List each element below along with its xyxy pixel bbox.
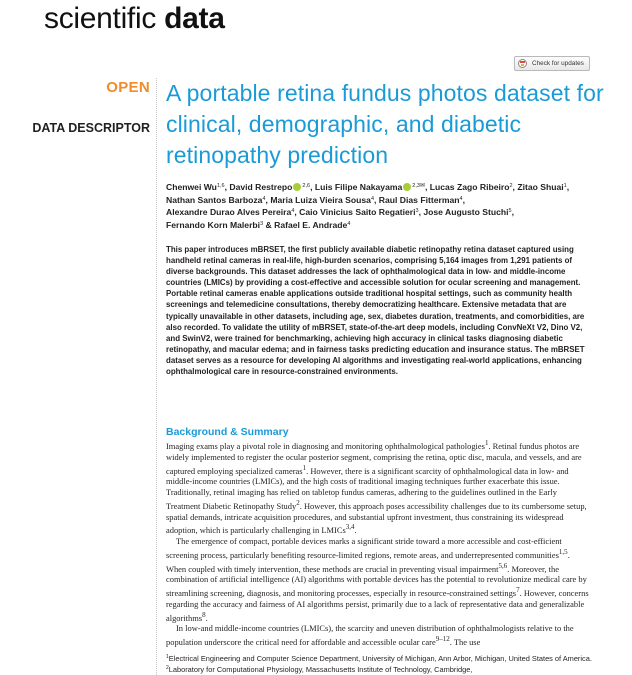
- open-access-label: OPEN: [106, 79, 150, 96]
- author-separator: ,: [424, 182, 430, 192]
- affiliation-number: 2: [166, 664, 169, 671]
- journal-name-bold: data: [164, 2, 225, 35]
- email-icon[interactable]: ✉: [419, 183, 425, 189]
- affiliations-footnote: [166, 654, 596, 675]
- author-name: [517, 182, 566, 192]
- affiliation-sup: 1,6: [216, 183, 225, 189]
- affiliation-sup: 5: [508, 208, 512, 215]
- affiliation-text: Electrical Engineering and Computer Science Department, University of Michigan, Ann Arbor, Michigan, United States of America.: [168, 654, 592, 663]
- body-text-run: . When coupled with timely intervention, these methods are crucial in preventing visual impairment: [166, 549, 570, 574]
- citation-ref: 2: [296, 498, 300, 507]
- check-for-updates-label: Check for updates: [532, 60, 584, 67]
- affiliation-number: 1: [166, 654, 169, 660]
- body-text-run: . Moreover, the combination of artificial intelligence (AI) algorithms with portable devices has the potential to revolutionize medical care by streamlining screening, diagnosis, and monitoring processes, especially in resource-constrained settings: [166, 563, 587, 598]
- author-separator: ,: [374, 194, 379, 205]
- body-text-run: . Retinal fundus photos are widely implemented to register the ocular posterior segment, comprising the retina, optic disc, macula, and vessels, and are captured employing specialized cameras: [166, 440, 582, 476]
- author-name: [379, 195, 463, 205]
- citation-ref: 3,4: [345, 523, 355, 532]
- body-text-run: . The use: [449, 636, 481, 647]
- author-separator: ,: [224, 182, 230, 192]
- abstract: [166, 244, 588, 377]
- body-text-run: In low-and middle-income countries (LMICs), the scarcity and uneven distribution of ophthalmologists relative to the population underscore the critical need for affordable and accessible ocular care: [166, 623, 574, 647]
- author-name: [274, 220, 350, 230]
- author-name-text: Alexandre Durao Alves Pereira: [166, 207, 292, 218]
- citation-ref: 1,5: [558, 547, 568, 556]
- author-name-text: David Restrepo: [229, 182, 293, 192]
- body-text-run: . However, there is a significant scarcity of ophthalmological data in low- and middle-income countries (LMICs), and the high costs of traditional imaging techniques further exacerbate this issue. Traditionally, retinal imaging has relied on tabletop fundus cameras, adhering to the guidelines outlined in the Early Treatment Diabetic Retinopathy Study: [166, 465, 569, 511]
- affiliation-sup: 2: [509, 183, 513, 189]
- affiliation-sup: 3: [260, 220, 264, 227]
- author-name: [299, 207, 418, 217]
- citation-ref: 7: [516, 586, 520, 594]
- author-name-text: Luis Filipe Nakayama: [314, 182, 403, 192]
- author-name-text: Rafael E. Andrade: [274, 219, 348, 230]
- author-name: [423, 207, 511, 217]
- affiliation-sup: 4: [291, 208, 295, 215]
- author-name: [229, 182, 310, 192]
- author-name-text: Jose Augusto Stuchi: [423, 207, 509, 218]
- margin-divider: [156, 78, 157, 675]
- body-text-run: The emergence of compact, portable devices marks a significant stride toward a more accessible and cost-efficient screening process, particularly benefiting resource-limited regions, remote areas, and underrepresented communities: [166, 536, 562, 560]
- author-separator: ,: [566, 182, 570, 192]
- body-paragraph: [166, 536, 590, 623]
- author-separator: ,: [511, 207, 514, 218]
- citation-ref: 9–12: [435, 635, 450, 643]
- author-separator: ,: [265, 194, 271, 205]
- citation-ref: 8: [202, 610, 206, 619]
- affiliation-sup: 4: [262, 195, 266, 202]
- author-name: [430, 182, 513, 192]
- body-text-run: . However, concerns regarding the accuracy and fairness of AI algorithms persist, primarily due to a lack of representative data and generalizable algorithms: [166, 587, 589, 623]
- check-for-updates-button[interactable]: [514, 56, 590, 71]
- author-separator: ,: [310, 182, 315, 192]
- author-name: [315, 182, 425, 192]
- author-name-text: Raul Dias Fitterman: [378, 194, 460, 205]
- orcid-icon[interactable]: [293, 183, 301, 191]
- affiliation-sup: 4: [347, 220, 351, 227]
- affiliation-sup: 4: [459, 195, 463, 202]
- body-text-run: . However, this approach poses accessibility challenges due to its cumbersome setup, spatial demands, intricate acquisition procedures, and substantial upfront investment, thus constraining its widespread adoption, which is particularly challenging in LMICs: [166, 500, 587, 536]
- author-name-text: Zitao Shuai: [517, 182, 564, 192]
- author-name: [270, 195, 374, 205]
- author-name-text: Chenwei Wu: [166, 182, 217, 192]
- affiliation-sup: 2,3: [412, 183, 420, 189]
- affiliation-sup: 3: [415, 208, 419, 215]
- abstract-text: This paper introduces mBRSET, the first publicly available diabetic retinopathy retina dataset captured using handheld retinal cameras in real-life, high-burden scenarios, comprising 5,164 images from 1,291 patients of diverse backgrounds. This dataset addresses the lack of ophthalmological data in low- and middle-income countries (LMICs) by providing a cost-effective and accessible solution for ocular screening and management. Portable retinal cameras enable applications outside traditional hospital settings, such as community health screenings and telemedicine consultations, thereby democratizing healthcare. Extensive metadata that are typically unavailable in other datasets, including age, sex, diabetes duration, treatments, and comorbidities, are also recorded. To validate the utility of mBRSET, state-of-the-art deep models, including ConvNeXt V2, Dino V2, and SwinV2, were trained for benchmarking, achieving high accuracy in clinical tasks diagnosing diabetic retinopathy, and macular edema; and in fairness tasks predicting education and insurance status. The mBRSET dataset serves as a resource for developing AI algorithms and investigating real-world applications, enhancing ophthalmological care in resource-constrained environments.: [166, 245, 585, 377]
- author-name-text: Lucas Zago Ribeiro: [429, 182, 510, 192]
- author-separator: ,: [418, 207, 424, 218]
- author-list: [166, 181, 591, 231]
- citation-ref: 1: [302, 463, 307, 472]
- body-text-run: .: [354, 525, 357, 536]
- article-type-label: DATA DESCRIPTOR: [32, 121, 150, 135]
- author-name-text: Nathan Santos Barboza: [166, 194, 263, 205]
- author-name: [166, 220, 263, 230]
- author-name-text: Maria Luiza Vieira Sousa: [270, 194, 371, 205]
- crossmark-icon: [518, 59, 527, 68]
- author-name-text: Fernando Korn Malerbi: [166, 219, 261, 230]
- affiliation-text: Laboratory for Computational Physiology, Massachusetts Institute of Technology, Cambridge,: [168, 664, 473, 674]
- author-separator: ,: [294, 207, 300, 218]
- citation-ref: 5,6: [498, 561, 508, 570]
- author-name: [166, 182, 225, 192]
- author-name: [166, 207, 294, 217]
- affiliation-sup: 2,6: [302, 183, 311, 189]
- author-name: [166, 195, 266, 205]
- citation-ref: 1: [484, 439, 489, 447]
- body-text-run: .: [205, 612, 208, 623]
- affiliation-sup: 4: [370, 195, 374, 202]
- author-name-text: Caio Vinicius Saito Regatieri: [299, 207, 416, 218]
- article-title: A portable retina fundus photos dataset for clinical, demographic, and diabetic retinopathy prediction: [166, 80, 604, 168]
- orcid-icon[interactable]: [403, 183, 411, 191]
- author-separator: ,: [512, 182, 518, 192]
- body-text: [166, 438, 590, 648]
- journal-logo: [44, 2, 225, 36]
- author-separator: ,: [462, 194, 465, 205]
- section-heading: Background & Summary: [166, 426, 289, 438]
- journal-name-light: scientific: [44, 2, 157, 35]
- affiliation-sup: 1: [563, 183, 567, 189]
- author-separator: &: [263, 219, 275, 230]
- body-paragraph: [166, 623, 590, 648]
- body-paragraph: [166, 438, 590, 536]
- body-text-run: Imaging exams play a pivotal role in diagnosing and monitoring ophthalmological pathologies: [166, 440, 485, 451]
